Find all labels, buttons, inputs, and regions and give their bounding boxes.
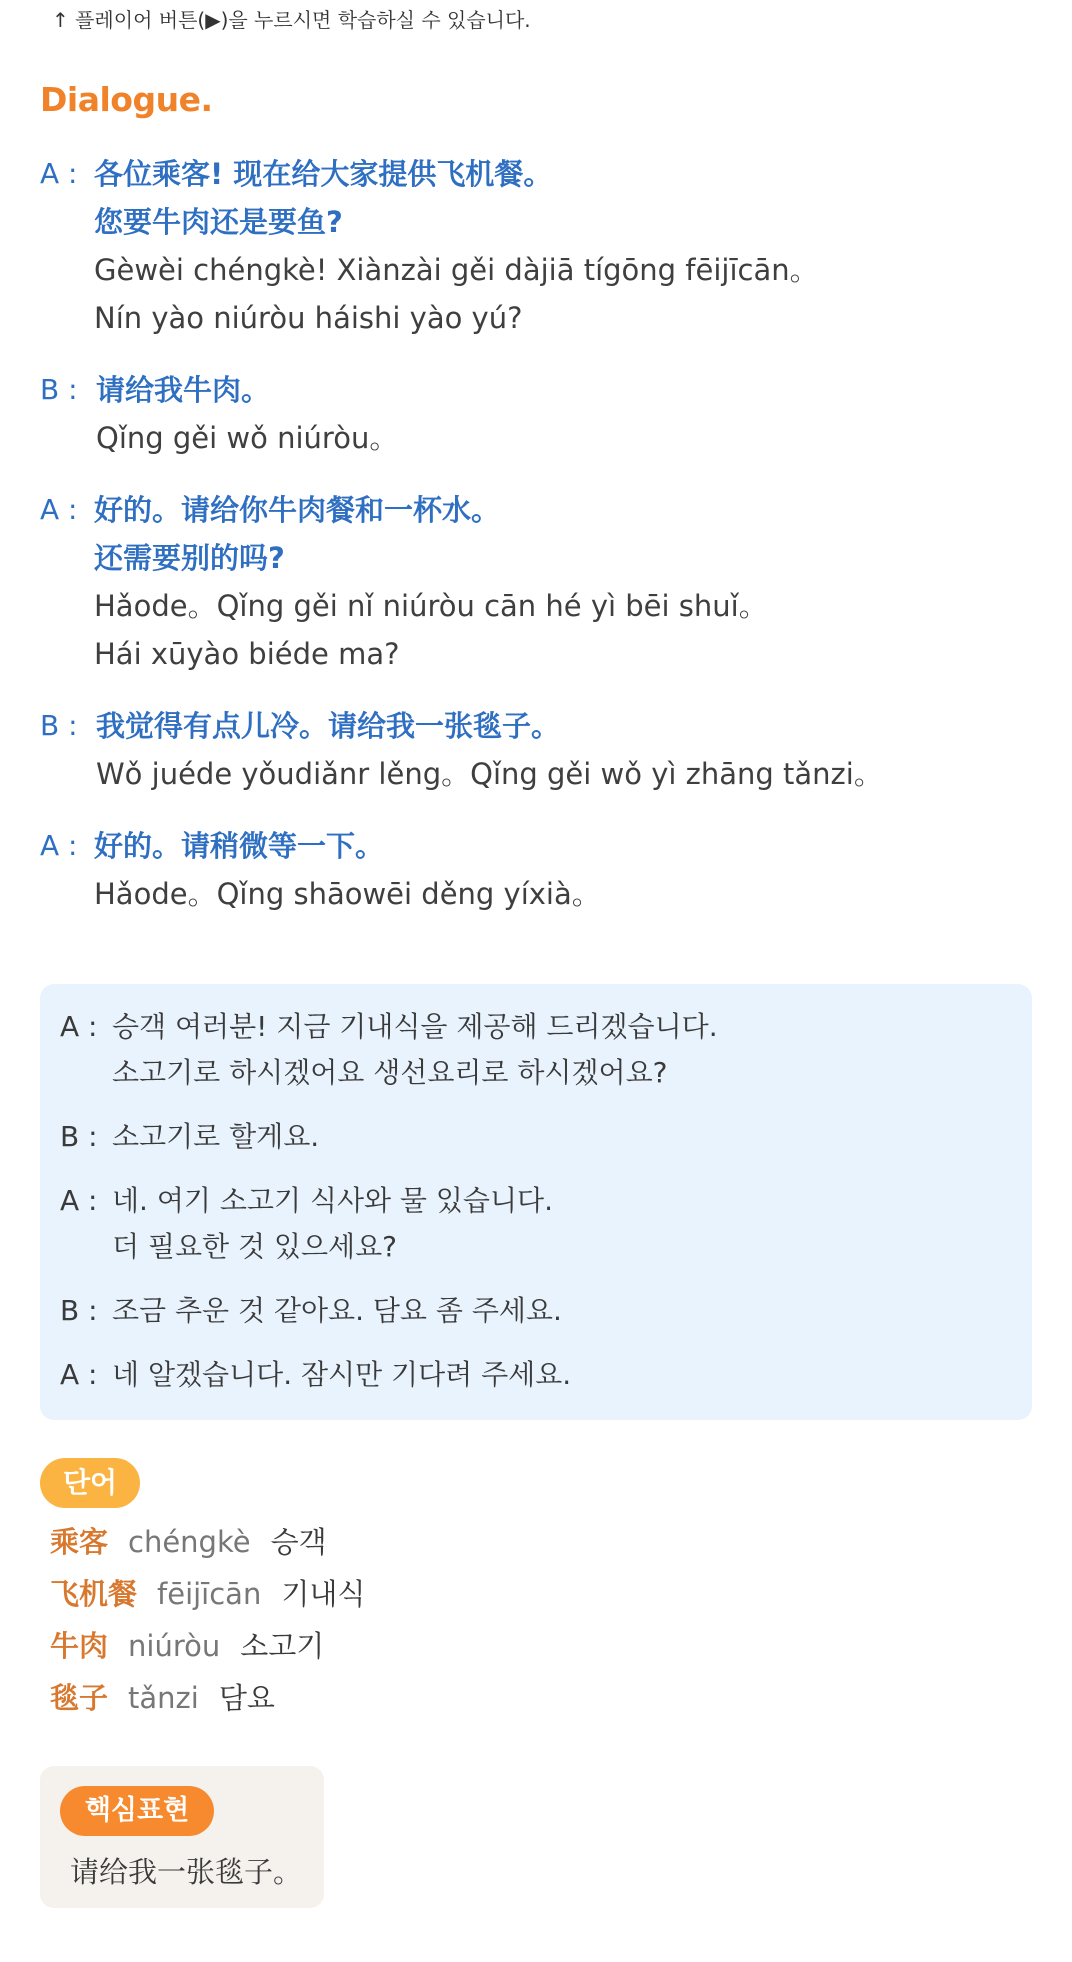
translation-turn [60,1178,1010,1270]
speaker-label: A : [40,829,78,862]
speaker-label: B : [60,1294,98,1327]
pinyin-line: Hǎode。Qǐng shāowēi děng yíxià。 [94,877,601,911]
dialogue-turn [40,150,1030,342]
vocab-pinyin: chéngkè [128,1525,251,1559]
vocabulary-badge: 단어 [40,1458,140,1508]
vocab-pinyin: niúròu [128,1629,221,1663]
korean-line: 네. 여기 소고기 식사와 물 있습니다. [112,1184,553,1217]
speaker-label: A : [60,1358,98,1391]
player-hint: ↑ 플레이어 버튼(▶)을 누르시면 학습하실 수 있습니다. [52,8,531,32]
vocab-chinese: 飞机餐 [50,1577,138,1611]
korean-line: 더 필요한 것 있으세요? [112,1230,397,1263]
vocab-korean: 소고기 [240,1629,325,1663]
chinese-line: 好的。请给你牛肉餐和一杯水。 [94,493,501,527]
translation-turn [60,1004,1010,1096]
dialogue-turns [40,150,1030,942]
korean-line: 승객 여러분! 지금 기내식을 제공해 드리겠습니다. [112,1010,718,1043]
chinese-line: 请给我牛肉。 [96,373,271,407]
speaker-label: B : [40,373,78,406]
dialogue-title: Dialogue. [40,80,213,119]
vocabulary-list [50,1516,365,1724]
dialogue-turn [40,366,1030,462]
vocab-pinyin: fēijīcān [157,1577,262,1611]
speaker-label: A : [60,1184,98,1217]
key-expression-badge: 핵심표현 [60,1786,214,1836]
vocabulary-item [50,1568,365,1620]
chinese-line: 我觉得有点儿冷。请给我一张毯子。 [96,709,561,743]
vocabulary-item [50,1672,365,1724]
korean-line: 조금 추운 것 같아요. 담요 좀 주세요. [112,1294,562,1327]
translation-box [40,984,1032,1420]
korean-line: 소고기로 하시겠어요 생선요리로 하시겠어요? [112,1056,668,1089]
dialogue-turn [40,702,1030,798]
speaker-label: A : [40,157,78,190]
vocab-chinese: 乘客 [50,1525,109,1559]
vocab-chinese: 毯子 [50,1681,109,1715]
chinese-line: 各位乘客! 现在给大家提供飞机餐。 [94,157,553,191]
chinese-line: 您要牛肉还是要鱼? [94,205,343,239]
pinyin-line: Gèwèi chéngkè! Xiànzài gěi dàjiā tígōng fēijīcān。 [94,253,819,287]
pinyin-line: Nín yào niúròu háishi yào yú? [94,301,523,335]
dialogue-turn [40,822,1030,918]
key-expression-sentence: 请给我一张毯子。 [70,1855,303,1889]
speaker-label: A : [40,493,78,526]
chinese-line: 还需要别的吗? [94,541,285,575]
pinyin-line: Wǒ juéde yǒudiǎnr lěng。Qǐng gěi wǒ yì zhāng tǎnzi。 [96,757,883,791]
translation-turn [60,1352,1010,1398]
vocab-korean: 기내식 [281,1577,366,1611]
vocabulary-item [50,1516,365,1568]
chinese-line: 好的。请稍微等一下。 [94,829,385,863]
speaker-label: A : [60,1010,98,1043]
key-expression-box [40,1766,324,1908]
translation-turn [60,1114,1010,1160]
vocab-pinyin: tǎnzi [128,1681,199,1715]
pinyin-line: Qǐng gěi wǒ niúròu。 [96,421,399,455]
vocab-chinese: 牛肉 [50,1629,109,1663]
pinyin-line: Hǎode。Qǐng gěi nǐ niúròu cān hé yì bēi shuǐ。 [94,589,768,623]
speaker-label: B : [40,709,78,742]
pinyin-line: Hái xūyào biéde ma? [94,637,400,671]
vocab-korean: 승객 [270,1525,327,1559]
vocab-korean: 담요 [218,1681,275,1715]
korean-line: 소고기로 할게요. [112,1120,320,1153]
korean-line: 네 알겠습니다. 잠시만 기다려 주세요. [112,1358,572,1391]
translation-turn [60,1288,1010,1334]
dialogue-turn [40,486,1030,678]
speaker-label: B : [60,1120,98,1153]
vocabulary-item [50,1620,365,1672]
